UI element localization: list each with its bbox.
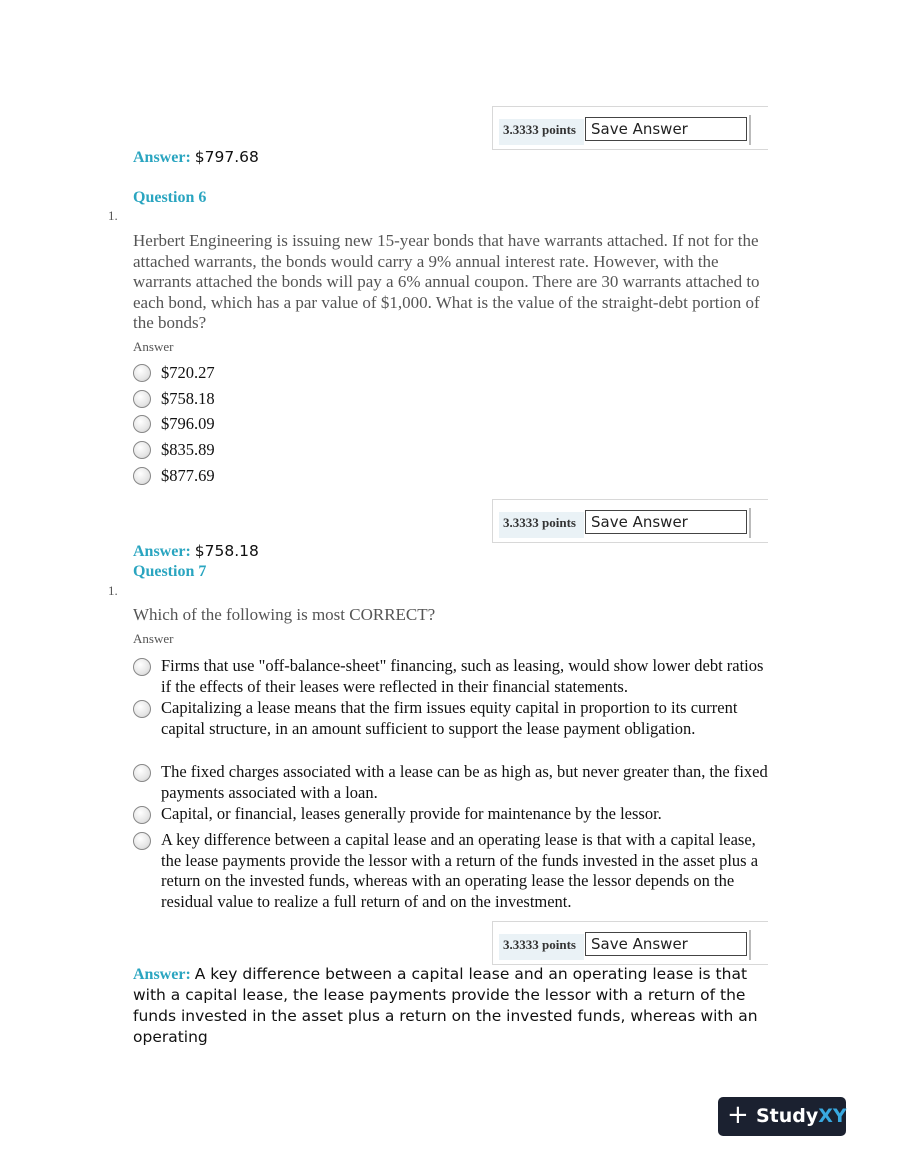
button-shadow (749, 508, 751, 538)
answer-line (133, 148, 259, 167)
logo-study: Study (756, 1105, 819, 1127)
question-text: Herbert Engineering is issuing new 15-year bonds that have warrants attached. If not for the attached warrants, the bonds would carry a 9% annual interest rate. However, with the warrants attached the bonds will pay a 6% annual coupon. There are 30 warrants attached to each bond, which has a par value of $1,000. What is the value of the straight-debt portion of the bonds? (133, 231, 760, 332)
option-label: The fixed charges associated with a lease can be as high as, but never greater than, the fixed payments associated with a loan. (161, 762, 768, 802)
logo-text (756, 1105, 847, 1127)
radio-button[interactable] (133, 415, 151, 433)
answer-line (133, 964, 773, 1048)
save-answer-button[interactable]: Save Answer (585, 932, 747, 956)
option-label: Capitalizing a lease means that the firm issues equity capital in proportion to its current capital structure, in an amount sufficient to support the lease payment obligation. (161, 698, 738, 738)
question-title: Question 6 (133, 189, 207, 206)
option-label: $758.18 (161, 389, 215, 408)
answer-heading: Answer (133, 339, 174, 354)
button-shadow (749, 930, 751, 960)
option-label: $877.69 (161, 466, 215, 485)
option-label: Firms that use "off-balance-sheet" financing, such as leasing, would show lower debt ratios if the effects of their leases were reflected in their financial statements. (161, 656, 764, 696)
radio-button[interactable] (133, 700, 151, 718)
plus-icon: + (727, 1100, 749, 1130)
radio-button[interactable] (133, 764, 151, 782)
answer-value: $758.18 (194, 542, 259, 560)
points-save-bar (492, 499, 768, 543)
radio-button[interactable] (133, 390, 151, 408)
answer-heading: Answer (133, 631, 174, 646)
radio-button[interactable] (133, 832, 151, 850)
radio-button[interactable] (133, 467, 151, 485)
save-answer-button[interactable]: Save Answer (585, 510, 747, 534)
option-label: Capital, or financial, leases generally provide for maintenance by the lessor. (161, 804, 662, 823)
points-label: 3.3333 points (503, 515, 576, 530)
radio-button[interactable] (133, 364, 151, 382)
answer-value: $797.68 (194, 148, 259, 166)
answer-label: Answer: (133, 966, 191, 983)
points-label: 3.3333 points (503, 122, 576, 137)
studyxy-logo (718, 1097, 846, 1136)
question-number: 1. (108, 208, 118, 223)
save-answer-button[interactable]: Save Answer (585, 117, 747, 141)
points-label: 3.3333 points (503, 937, 576, 952)
option-label: $720.27 (161, 363, 215, 382)
question-title: Question 7 (133, 563, 207, 580)
answer-label: Answer: (133, 149, 191, 166)
answer-value: A key difference between a capital lease and an operating lease is that with a capital lease, the lease payments provide the lessor with a return of the funds invested in the asset plus a return on the invested funds, whereas with an operating (133, 965, 758, 1046)
option-label: A key difference between a capital lease and an operating lease is that with a capital lease, the lease payments provide the lessor with a return of the funds invested in the asset plus a return on the invested funds, whereas with an operating lease the lessor depends on the residual value to realize a full return of and on the investment. (161, 830, 759, 911)
radio-button[interactable] (133, 806, 151, 824)
button-shadow (749, 115, 751, 145)
option-label: $835.89 (161, 440, 215, 459)
answer-line (133, 542, 259, 561)
answer-label: Answer: (133, 543, 191, 560)
question-text: Which of the following is most CORRECT? (133, 605, 436, 624)
option-label: $796.09 (161, 414, 215, 433)
question-number: 1. (108, 583, 118, 598)
points-save-bar (492, 106, 768, 150)
logo-xy: XY (818, 1105, 847, 1127)
radio-button[interactable] (133, 441, 151, 459)
radio-button[interactable] (133, 658, 151, 676)
points-save-bar (492, 921, 768, 965)
